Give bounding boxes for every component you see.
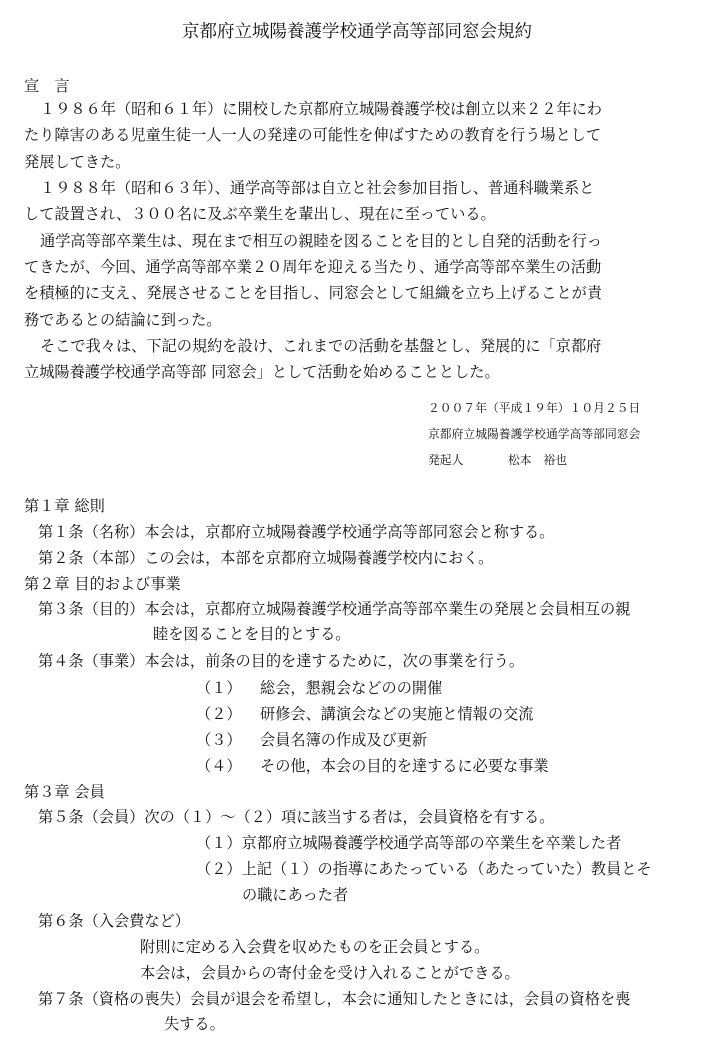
article-2: 第２条（本部）この会は，本部を京都府立城陽養護学校内におく。 bbox=[38, 549, 494, 567]
preamble-line: 務であるとの結論に到った。 bbox=[24, 311, 222, 329]
list-item-text: その他，本会の目的を達するに必要な事業 bbox=[260, 757, 549, 775]
preamble-line: 立城陽養護学校通学高等部 同窓会」として活動を始めることとした。 bbox=[24, 363, 500, 381]
list-item-text: 総会，懇親会などのの開催 bbox=[260, 679, 443, 697]
preamble-line: 発展してきた。 bbox=[24, 153, 131, 171]
preamble-line: そこで我々は、下記の規約を設け、これまでの活動を基盤とし、発展的に「京都府 bbox=[40, 337, 602, 355]
chapter-heading: 第３章 会員 bbox=[24, 783, 105, 801]
article-7-continuation: 失する。 bbox=[164, 1015, 225, 1033]
declaration-date: ２００７年（平成１９年）１０月２５日 bbox=[428, 401, 641, 415]
article-5-item-continuation: の職にあった者 bbox=[242, 886, 349, 904]
declaration-org: 京都府立城陽養護学校通学高等部同窓会 bbox=[428, 427, 641, 441]
list-item-number: （４） bbox=[196, 757, 242, 775]
promoter-label: 発起人 bbox=[428, 453, 464, 467]
article-4: 第４条（事業）本会は，前条の目的を達するために，次の事業を行う。 bbox=[38, 652, 524, 670]
list-item-text: 会員名簿の作成及び更新 bbox=[260, 731, 428, 749]
preamble-line: １９８８年（昭和６３年）、通学高等部は自立と社会参加目指し、普通科職業系と bbox=[40, 179, 595, 197]
chapter-heading: 第２章 目的および事業 bbox=[24, 575, 181, 593]
article-6-text: 本会は，会員からの寄付金を受け入れることができる。 bbox=[140, 964, 520, 982]
promoter-name: 松本 裕也 bbox=[508, 453, 567, 467]
list-item bbox=[196, 678, 442, 698]
article-5-item: （２）上記（１）の指導にあたっている（あたっていた）教員とそ bbox=[196, 860, 652, 878]
chapter-heading: 第１章 総則 bbox=[24, 497, 105, 515]
article-6: 第６条（入会費など） bbox=[38, 912, 190, 930]
list-item-number: （２） bbox=[196, 705, 242, 723]
preamble-line: 通学高等部卒業生は、現在まで相互の親睦を図ることを目的とし自発的活動を行っ bbox=[40, 232, 602, 250]
article-5: 第５条（会員）次の（１）～（２）項に該当する者は，会員資格を有する。 bbox=[38, 808, 555, 826]
list-item bbox=[196, 756, 549, 776]
article-6-text: 附則に定める入会費を収めたものを正会員とする。 bbox=[140, 938, 490, 956]
preamble-heading: 宣 言 bbox=[24, 77, 70, 95]
list-item bbox=[196, 730, 427, 750]
preamble-line: １９８６年（昭和６１年）に開校した京都府立城陽養護学校は創立以来２２年にわ bbox=[40, 100, 602, 118]
document-title: 京都府立城陽養護学校通学高等部同窓会規約 bbox=[182, 22, 532, 42]
list-item-number: （１） bbox=[196, 679, 242, 697]
list-item-text: 研修会、講演会などの実施と情報の交流 bbox=[260, 705, 534, 723]
article-3-continuation: 睦を図ることを目的とする。 bbox=[153, 625, 351, 643]
preamble-line: てきたが、今回、通学高等部卒業２０周年を迎える当たり、通学高等部卒業生の活動 bbox=[24, 258, 602, 276]
list-item-number: （３） bbox=[196, 731, 242, 749]
article-3: 第３条（目的）本会は，京都府立城陽養護学校通学高等部卒業生の発展と会員相互の親 bbox=[38, 600, 631, 618]
list-item bbox=[196, 704, 533, 724]
article-5-item: （１）京都府立城陽養護学校通学高等部の卒業生を卒業した者 bbox=[196, 834, 622, 852]
article-7: 第７条（資格の喪失）会員が退会を希望し，本会に通知したときには，会員の資格を喪 bbox=[38, 990, 631, 1008]
article-1: 第１条（名称）本会は，京都府立城陽養護学校通学高等部同窓会と称する。 bbox=[38, 523, 555, 541]
preamble-line: を積極的に支え、発展させることを目指し、同窓会として組織を立ち上げることが責 bbox=[24, 284, 603, 302]
preamble-line: して設置され、３００名に及ぶ卒業生を輩出し、現在に至っている。 bbox=[24, 205, 496, 223]
preamble-line: たり障害のある児童生徒一人一人の発達の可能性を伸ばすための教育を行う場として bbox=[24, 126, 602, 144]
